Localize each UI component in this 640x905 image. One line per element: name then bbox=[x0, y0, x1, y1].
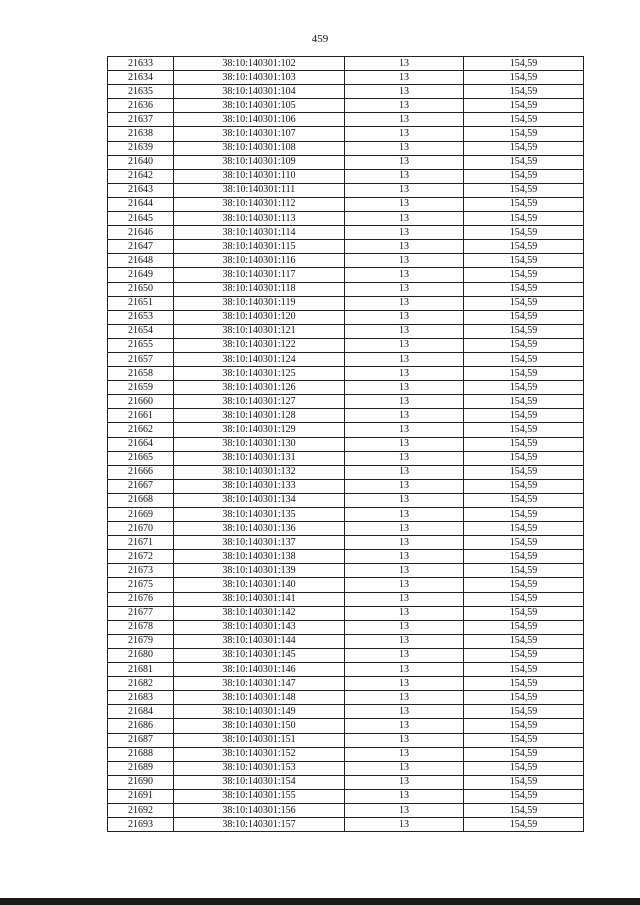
row-id-cell: 21692 bbox=[108, 803, 174, 817]
amount-cell: 154,59 bbox=[464, 719, 584, 733]
row-id-cell: 21669 bbox=[108, 508, 174, 522]
table-row bbox=[108, 451, 584, 465]
row-id-cell: 21662 bbox=[108, 423, 174, 437]
quantity-cell: 13 bbox=[345, 395, 464, 409]
cadastral-number-cell: 38:10:140301:145 bbox=[174, 648, 345, 662]
amount-cell: 154,59 bbox=[464, 564, 584, 578]
quantity-cell: 13 bbox=[345, 352, 464, 366]
quantity-cell: 13 bbox=[345, 564, 464, 578]
row-id-cell: 21659 bbox=[108, 381, 174, 395]
row-id-cell: 21639 bbox=[108, 141, 174, 155]
row-id-cell: 21681 bbox=[108, 663, 174, 677]
cadastral-number-cell: 38:10:140301:104 bbox=[174, 85, 345, 99]
table-row bbox=[108, 663, 584, 677]
quantity-cell: 13 bbox=[345, 803, 464, 817]
row-id-cell: 21655 bbox=[108, 338, 174, 352]
amount-cell: 154,59 bbox=[464, 578, 584, 592]
row-id-cell: 21666 bbox=[108, 465, 174, 479]
quantity-cell: 13 bbox=[345, 310, 464, 324]
cadastral-number-cell: 38:10:140301:113 bbox=[174, 212, 345, 226]
amount-cell: 154,59 bbox=[464, 550, 584, 564]
table-row bbox=[108, 719, 584, 733]
row-id-cell: 21640 bbox=[108, 155, 174, 169]
table-row bbox=[108, 691, 584, 705]
table-row bbox=[108, 99, 584, 113]
row-id-cell: 21664 bbox=[108, 437, 174, 451]
cadastral-number-cell: 38:10:140301:141 bbox=[174, 592, 345, 606]
quantity-cell: 13 bbox=[345, 733, 464, 747]
quantity-cell: 13 bbox=[345, 508, 464, 522]
row-id-cell: 21693 bbox=[108, 818, 174, 832]
amount-cell: 154,59 bbox=[464, 620, 584, 634]
amount-cell: 154,59 bbox=[464, 606, 584, 620]
quantity-cell: 13 bbox=[345, 747, 464, 761]
table-row bbox=[108, 761, 584, 775]
amount-cell: 154,59 bbox=[464, 592, 584, 606]
table-row bbox=[108, 310, 584, 324]
quantity-cell: 13 bbox=[345, 367, 464, 381]
row-id-cell: 21638 bbox=[108, 127, 174, 141]
cadastral-number-cell: 38:10:140301:146 bbox=[174, 663, 345, 677]
cadastral-number-cell: 38:10:140301:114 bbox=[174, 226, 345, 240]
amount-cell: 154,59 bbox=[464, 465, 584, 479]
amount-cell: 154,59 bbox=[464, 522, 584, 536]
cadastral-number-cell: 38:10:140301:115 bbox=[174, 240, 345, 254]
cadastral-number-cell: 38:10:140301:147 bbox=[174, 677, 345, 691]
cadastral-number-cell: 38:10:140301:110 bbox=[174, 169, 345, 183]
amount-cell: 154,59 bbox=[464, 99, 584, 113]
cadastral-number-cell: 38:10:140301:111 bbox=[174, 183, 345, 197]
table-row bbox=[108, 85, 584, 99]
row-id-cell: 21689 bbox=[108, 761, 174, 775]
quantity-cell: 13 bbox=[345, 465, 464, 479]
row-id-cell: 21691 bbox=[108, 789, 174, 803]
row-id-cell: 21686 bbox=[108, 719, 174, 733]
table-row bbox=[108, 522, 584, 536]
table-row bbox=[108, 254, 584, 268]
amount-cell: 154,59 bbox=[464, 127, 584, 141]
row-id-cell: 21670 bbox=[108, 522, 174, 536]
table-row bbox=[108, 71, 584, 85]
cadastral-number-cell: 38:10:140301:119 bbox=[174, 296, 345, 310]
row-id-cell: 21683 bbox=[108, 691, 174, 705]
table-row bbox=[108, 465, 584, 479]
quantity-cell: 13 bbox=[345, 254, 464, 268]
row-id-cell: 21687 bbox=[108, 733, 174, 747]
cadastral-number-cell: 38:10:140301:153 bbox=[174, 761, 345, 775]
quantity-cell: 13 bbox=[345, 85, 464, 99]
cadastral-number-cell: 38:10:140301:143 bbox=[174, 620, 345, 634]
quantity-cell: 13 bbox=[345, 127, 464, 141]
amount-cell: 154,59 bbox=[464, 803, 584, 817]
table-row bbox=[108, 282, 584, 296]
amount-cell: 154,59 bbox=[464, 381, 584, 395]
row-id-cell: 21677 bbox=[108, 606, 174, 620]
quantity-cell: 13 bbox=[345, 338, 464, 352]
amount-cell: 154,59 bbox=[464, 677, 584, 691]
table-row bbox=[108, 409, 584, 423]
amount-cell: 154,59 bbox=[464, 141, 584, 155]
table-row bbox=[108, 268, 584, 282]
table-row bbox=[108, 57, 584, 71]
row-id-cell: 21671 bbox=[108, 536, 174, 550]
amount-cell: 154,59 bbox=[464, 508, 584, 522]
row-id-cell: 21643 bbox=[108, 183, 174, 197]
row-id-cell: 21665 bbox=[108, 451, 174, 465]
quantity-cell: 13 bbox=[345, 226, 464, 240]
table-row bbox=[108, 747, 584, 761]
table-row bbox=[108, 775, 584, 789]
quantity-cell: 13 bbox=[345, 691, 464, 705]
row-id-cell: 21676 bbox=[108, 592, 174, 606]
row-id-cell: 21660 bbox=[108, 395, 174, 409]
cadastral-number-cell: 38:10:140301:108 bbox=[174, 141, 345, 155]
table-row bbox=[108, 338, 584, 352]
row-id-cell: 21684 bbox=[108, 705, 174, 719]
table-row bbox=[108, 620, 584, 634]
amount-cell: 154,59 bbox=[464, 296, 584, 310]
row-id-cell: 21654 bbox=[108, 324, 174, 338]
amount-cell: 154,59 bbox=[464, 282, 584, 296]
amount-cell: 154,59 bbox=[464, 226, 584, 240]
cadastral-number-cell: 38:10:140301:152 bbox=[174, 747, 345, 761]
amount-cell: 154,59 bbox=[464, 169, 584, 183]
quantity-cell: 13 bbox=[345, 141, 464, 155]
cadastral-number-cell: 38:10:140301:150 bbox=[174, 719, 345, 733]
amount-cell: 154,59 bbox=[464, 352, 584, 366]
row-id-cell: 21653 bbox=[108, 310, 174, 324]
quantity-cell: 13 bbox=[345, 550, 464, 564]
table-row bbox=[108, 508, 584, 522]
amount-cell: 154,59 bbox=[464, 733, 584, 747]
cadastral-number-cell: 38:10:140301:129 bbox=[174, 423, 345, 437]
quantity-cell: 13 bbox=[345, 212, 464, 226]
data-table bbox=[107, 56, 584, 832]
amount-cell: 154,59 bbox=[464, 197, 584, 211]
cadastral-number-cell: 38:10:140301:136 bbox=[174, 522, 345, 536]
amount-cell: 154,59 bbox=[464, 747, 584, 761]
row-id-cell: 21647 bbox=[108, 240, 174, 254]
amount-cell: 154,59 bbox=[464, 338, 584, 352]
amount-cell: 154,59 bbox=[464, 409, 584, 423]
row-id-cell: 21678 bbox=[108, 620, 174, 634]
quantity-cell: 13 bbox=[345, 71, 464, 85]
table-row bbox=[108, 367, 584, 381]
table-row bbox=[108, 606, 584, 620]
quantity-cell: 13 bbox=[345, 57, 464, 71]
amount-cell: 154,59 bbox=[464, 479, 584, 493]
cadastral-number-cell: 38:10:140301:103 bbox=[174, 71, 345, 85]
row-id-cell: 21673 bbox=[108, 564, 174, 578]
amount-cell: 154,59 bbox=[464, 423, 584, 437]
table-row bbox=[108, 197, 584, 211]
quantity-cell: 13 bbox=[345, 606, 464, 620]
table-row bbox=[108, 423, 584, 437]
table-row bbox=[108, 818, 584, 832]
quantity-cell: 13 bbox=[345, 197, 464, 211]
cadastral-number-cell: 38:10:140301:132 bbox=[174, 465, 345, 479]
table-row bbox=[108, 169, 584, 183]
table-row bbox=[108, 789, 584, 803]
table-row bbox=[108, 578, 584, 592]
table-row bbox=[108, 113, 584, 127]
quantity-cell: 13 bbox=[345, 592, 464, 606]
row-id-cell: 21675 bbox=[108, 578, 174, 592]
table-row bbox=[108, 141, 584, 155]
quantity-cell: 13 bbox=[345, 648, 464, 662]
table-row bbox=[108, 592, 584, 606]
quantity-cell: 13 bbox=[345, 423, 464, 437]
quantity-cell: 13 bbox=[345, 663, 464, 677]
table-row bbox=[108, 479, 584, 493]
cadastral-number-cell: 38:10:140301:149 bbox=[174, 705, 345, 719]
quantity-cell: 13 bbox=[345, 761, 464, 775]
row-id-cell: 21635 bbox=[108, 85, 174, 99]
quantity-cell: 13 bbox=[345, 522, 464, 536]
cadastral-number-cell: 38:10:140301:131 bbox=[174, 451, 345, 465]
quantity-cell: 13 bbox=[345, 775, 464, 789]
cadastral-number-cell: 38:10:140301:144 bbox=[174, 634, 345, 648]
table-row bbox=[108, 381, 584, 395]
row-id-cell: 21637 bbox=[108, 113, 174, 127]
row-id-cell: 21645 bbox=[108, 212, 174, 226]
amount-cell: 154,59 bbox=[464, 789, 584, 803]
amount-cell: 154,59 bbox=[464, 324, 584, 338]
row-id-cell: 21667 bbox=[108, 479, 174, 493]
table-row bbox=[108, 634, 584, 648]
amount-cell: 154,59 bbox=[464, 155, 584, 169]
amount-cell: 154,59 bbox=[464, 395, 584, 409]
quantity-cell: 13 bbox=[345, 282, 464, 296]
row-id-cell: 21633 bbox=[108, 57, 174, 71]
row-id-cell: 21644 bbox=[108, 197, 174, 211]
row-id-cell: 21682 bbox=[108, 677, 174, 691]
cadastral-number-cell: 38:10:140301:139 bbox=[174, 564, 345, 578]
quantity-cell: 13 bbox=[345, 719, 464, 733]
table-row bbox=[108, 324, 584, 338]
quantity-cell: 13 bbox=[345, 183, 464, 197]
table-row bbox=[108, 240, 584, 254]
table-row bbox=[108, 212, 584, 226]
amount-cell: 154,59 bbox=[464, 113, 584, 127]
cadastral-number-cell: 38:10:140301:133 bbox=[174, 479, 345, 493]
table-row bbox=[108, 536, 584, 550]
cadastral-number-cell: 38:10:140301:121 bbox=[174, 324, 345, 338]
cadastral-number-cell: 38:10:140301:137 bbox=[174, 536, 345, 550]
quantity-cell: 13 bbox=[345, 296, 464, 310]
cadastral-number-cell: 38:10:140301:140 bbox=[174, 578, 345, 592]
cadastral-number-cell: 38:10:140301:127 bbox=[174, 395, 345, 409]
table-row bbox=[108, 226, 584, 240]
table-row bbox=[108, 705, 584, 719]
quantity-cell: 13 bbox=[345, 268, 464, 282]
cadastral-number-cell: 38:10:140301:125 bbox=[174, 367, 345, 381]
cadastral-number-cell: 38:10:140301:124 bbox=[174, 352, 345, 366]
amount-cell: 154,59 bbox=[464, 634, 584, 648]
cadastral-number-cell: 38:10:140301:122 bbox=[174, 338, 345, 352]
cadastral-number-cell: 38:10:140301:155 bbox=[174, 789, 345, 803]
amount-cell: 154,59 bbox=[464, 493, 584, 507]
quantity-cell: 13 bbox=[345, 578, 464, 592]
row-id-cell: 21657 bbox=[108, 352, 174, 366]
quantity-cell: 13 bbox=[345, 451, 464, 465]
quantity-cell: 13 bbox=[345, 409, 464, 423]
row-id-cell: 21651 bbox=[108, 296, 174, 310]
amount-cell: 154,59 bbox=[464, 367, 584, 381]
quantity-cell: 13 bbox=[345, 155, 464, 169]
quantity-cell: 13 bbox=[345, 437, 464, 451]
table-row bbox=[108, 127, 584, 141]
cadastral-number-cell: 38:10:140301:142 bbox=[174, 606, 345, 620]
cadastral-number-cell: 38:10:140301:117 bbox=[174, 268, 345, 282]
amount-cell: 154,59 bbox=[464, 57, 584, 71]
row-id-cell: 21680 bbox=[108, 648, 174, 662]
cadastral-number-cell: 38:10:140301:154 bbox=[174, 775, 345, 789]
amount-cell: 154,59 bbox=[464, 451, 584, 465]
cadastral-number-cell: 38:10:140301:120 bbox=[174, 310, 345, 324]
table-row bbox=[108, 296, 584, 310]
amount-cell: 154,59 bbox=[464, 663, 584, 677]
table-row bbox=[108, 648, 584, 662]
cadastral-number-cell: 38:10:140301:126 bbox=[174, 381, 345, 395]
row-id-cell: 21634 bbox=[108, 71, 174, 85]
cadastral-number-cell: 38:10:140301:105 bbox=[174, 99, 345, 113]
cadastral-number-cell: 38:10:140301:148 bbox=[174, 691, 345, 705]
quantity-cell: 13 bbox=[345, 99, 464, 113]
table-row bbox=[108, 733, 584, 747]
cadastral-number-cell: 38:10:140301:156 bbox=[174, 803, 345, 817]
cadastral-number-cell: 38:10:140301:157 bbox=[174, 818, 345, 832]
quantity-cell: 13 bbox=[345, 536, 464, 550]
quantity-cell: 13 bbox=[345, 493, 464, 507]
quantity-cell: 13 bbox=[345, 705, 464, 719]
amount-cell: 154,59 bbox=[464, 761, 584, 775]
row-id-cell: 21636 bbox=[108, 99, 174, 113]
row-id-cell: 21642 bbox=[108, 169, 174, 183]
page-number: 459 bbox=[311, 33, 329, 45]
amount-cell: 154,59 bbox=[464, 536, 584, 550]
cadastral-number-cell: 38:10:140301:134 bbox=[174, 493, 345, 507]
row-id-cell: 21688 bbox=[108, 747, 174, 761]
table-row bbox=[108, 395, 584, 409]
amount-cell: 154,59 bbox=[464, 183, 584, 197]
quantity-cell: 13 bbox=[345, 789, 464, 803]
quantity-cell: 13 bbox=[345, 634, 464, 648]
table-row bbox=[108, 183, 584, 197]
amount-cell: 154,59 bbox=[464, 310, 584, 324]
cadastral-number-cell: 38:10:140301:135 bbox=[174, 508, 345, 522]
quantity-cell: 13 bbox=[345, 677, 464, 691]
row-id-cell: 21649 bbox=[108, 268, 174, 282]
row-id-cell: 21648 bbox=[108, 254, 174, 268]
cadastral-number-cell: 38:10:140301:128 bbox=[174, 409, 345, 423]
cadastral-number-cell: 38:10:140301:102 bbox=[174, 57, 345, 71]
cadastral-number-cell: 38:10:140301:107 bbox=[174, 127, 345, 141]
quantity-cell: 13 bbox=[345, 324, 464, 338]
row-id-cell: 21658 bbox=[108, 367, 174, 381]
amount-cell: 154,59 bbox=[464, 775, 584, 789]
cadastral-number-cell: 38:10:140301:118 bbox=[174, 282, 345, 296]
quantity-cell: 13 bbox=[345, 479, 464, 493]
quantity-cell: 13 bbox=[345, 818, 464, 832]
quantity-cell: 13 bbox=[345, 169, 464, 183]
amount-cell: 154,59 bbox=[464, 212, 584, 226]
cadastral-number-cell: 38:10:140301:151 bbox=[174, 733, 345, 747]
cadastral-number-cell: 38:10:140301:116 bbox=[174, 254, 345, 268]
cadastral-number-cell: 38:10:140301:109 bbox=[174, 155, 345, 169]
cadastral-number-cell: 38:10:140301:138 bbox=[174, 550, 345, 564]
row-id-cell: 21668 bbox=[108, 493, 174, 507]
quantity-cell: 13 bbox=[345, 620, 464, 634]
amount-cell: 154,59 bbox=[464, 818, 584, 832]
amount-cell: 154,59 bbox=[464, 705, 584, 719]
row-id-cell: 21690 bbox=[108, 775, 174, 789]
row-id-cell: 21661 bbox=[108, 409, 174, 423]
table-row bbox=[108, 493, 584, 507]
table-row bbox=[108, 352, 584, 366]
amount-cell: 154,59 bbox=[464, 71, 584, 85]
table-row bbox=[108, 550, 584, 564]
table-body bbox=[108, 57, 584, 832]
table-row bbox=[108, 155, 584, 169]
table-row bbox=[108, 677, 584, 691]
amount-cell: 154,59 bbox=[464, 691, 584, 705]
quantity-cell: 13 bbox=[345, 113, 464, 127]
cadastral-number-cell: 38:10:140301:130 bbox=[174, 437, 345, 451]
cadastral-number-cell: 38:10:140301:112 bbox=[174, 197, 345, 211]
row-id-cell: 21650 bbox=[108, 282, 174, 296]
table-row bbox=[108, 803, 584, 817]
amount-cell: 154,59 bbox=[464, 437, 584, 451]
table-row bbox=[108, 564, 584, 578]
row-id-cell: 21672 bbox=[108, 550, 174, 564]
amount-cell: 154,59 bbox=[464, 648, 584, 662]
row-id-cell: 21679 bbox=[108, 634, 174, 648]
scan-bottom-edge bbox=[0, 898, 640, 905]
amount-cell: 154,59 bbox=[464, 268, 584, 282]
row-id-cell: 21646 bbox=[108, 226, 174, 240]
amount-cell: 154,59 bbox=[464, 240, 584, 254]
quantity-cell: 13 bbox=[345, 381, 464, 395]
quantity-cell: 13 bbox=[345, 240, 464, 254]
amount-cell: 154,59 bbox=[464, 85, 584, 99]
table-row bbox=[108, 437, 584, 451]
cadastral-number-cell: 38:10:140301:106 bbox=[174, 113, 345, 127]
amount-cell: 154,59 bbox=[464, 254, 584, 268]
